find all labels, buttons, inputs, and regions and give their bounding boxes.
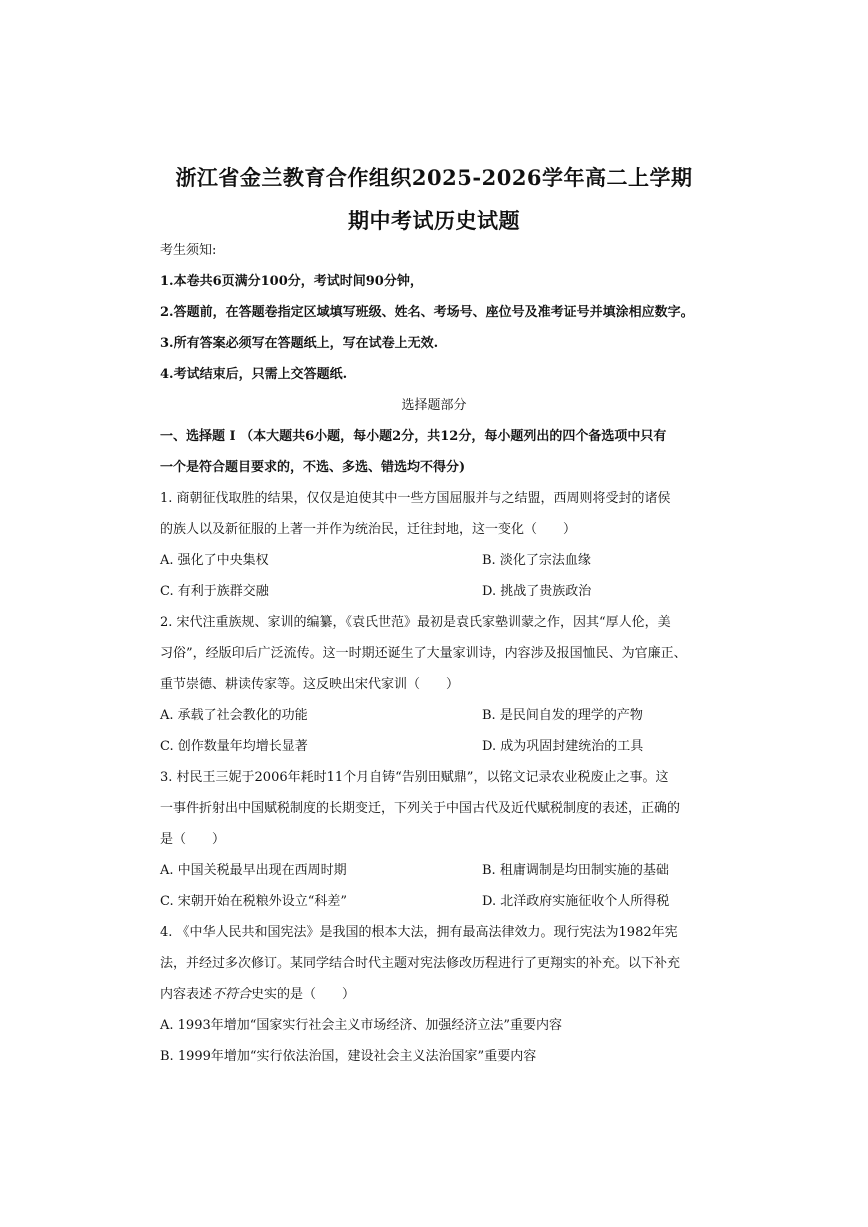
question-1-option-d: D. 挑战了贵族政治 xyxy=(482,584,592,599)
question-3-text: 是（ ） xyxy=(160,832,226,847)
notice-item: 4.考试结束后，只需上交答题纸. xyxy=(160,367,348,382)
question-4-text: 4. 《中华人民共和国宪法》是我国的根本大法，拥有最高法律效力。现行宪法为1982年宪 xyxy=(160,925,678,940)
question-1-option-a: A. 强化了中央集权 xyxy=(160,553,269,568)
question-1-text: 的族人以及新征服的上著一并作为统治民，迁往封地，这一变化（ ） xyxy=(160,522,577,537)
notice-item: 3.所有答案必须写在答题纸上，写在试卷上无效. xyxy=(160,336,439,351)
question-4-emphasis: 不符合 xyxy=(212,987,252,1002)
question-3-option-c: C. 宋朝开始在税粮外设立“科差” xyxy=(160,894,348,909)
exam-subtitle: 期中考试历史试题 xyxy=(348,208,520,233)
section-title: 选择题部分 xyxy=(401,398,467,413)
question-3-option-b: B. 租庸调制是均田制实施的基础 xyxy=(482,863,669,878)
notice-heading: 考生须知: xyxy=(160,243,217,258)
notice-item: 2.答题前，在答题卷指定区域填写班级、姓名、考场号、座位号及准考证号并填涂相应数字。 xyxy=(160,305,694,320)
question-4-text xyxy=(160,987,720,1003)
question-2-text: 习俗”，经版印后广泛流传。这一时期还诞生了大量家训诗，内容涉及报国恤民、为官廉正、 xyxy=(160,646,687,661)
section-instruction: 一、选择题 I （本大题共6小题，每小题2分，共12分，每小题列出的四个备选项中只有 xyxy=(160,429,667,444)
question-4-option-b: B. 1999年增加“实行依法治国，建设社会主义法治国家”重要内容 xyxy=(160,1049,537,1064)
question-2-option-a: A. 承载了社会教化的功能 xyxy=(160,708,308,723)
notice-item: 1.本卷共6页满分100分，考试时间90分钟， xyxy=(160,274,423,289)
question-1-text: 1. 商朝征伐取胜的结果，仅仅是迫使其中一些方国屈服并与之结盟，西周则将受封的诸侯 xyxy=(160,491,671,506)
question-3-option-a: A. 中国关税最早出现在西周时期 xyxy=(160,863,347,878)
question-2-option-d: D. 成为巩固封建统治的工具 xyxy=(482,739,644,754)
question-2-text: 重节崇德、耕读传家等。这反映出宋代家训（ ） xyxy=(160,677,460,692)
section-instruction: 一个是符合题目要求的，不选、多选、错选均不得分) xyxy=(160,460,466,475)
question-2-option-c: C. 创作数量年均增长显著 xyxy=(160,739,308,754)
question-4-text: 法，并经过多次修订。某同学结合时代主题对宪法修改历程进行了更翔实的补充。以下补充 xyxy=(160,956,681,971)
exam-title: 浙江省金兰教育合作组织2025-2026学年高二上学期 xyxy=(175,165,693,190)
question-2-option-b: B. 是民间自发的理学的产物 xyxy=(482,708,643,723)
question-2-text: 2. 宋代注重族规、家训的编纂，《袁氏世范》最初是袁氏家塾训蒙之作，因其“厚人伦，美 xyxy=(160,615,671,630)
question-4-text-part: 内容表述 xyxy=(160,987,213,1002)
question-1-option-c: C. 有利于族群交融 xyxy=(160,584,269,599)
question-4-option-a: A. 1993年增加“国家实行社会主义市场经济、加强经济立法”重要内容 xyxy=(160,1018,563,1033)
question-3-text: 3. 村民王三妮于2006年耗时11个月自铸“告别田赋鼎”，以铭文记录农业税废止之事。这 xyxy=(160,770,669,785)
question-3-option-d: D. 北洋政府实施征收个人所得税 xyxy=(482,894,670,909)
question-4-text-part: 史实的是（ ） xyxy=(251,987,356,1002)
question-1-option-b: B. 淡化了宗法血缘 xyxy=(482,553,591,568)
question-3-text: 一事件折射出中国赋税制度的长期变迁，下列关于中国古代及近代赋税制度的表述，正确的 xyxy=(160,801,681,816)
